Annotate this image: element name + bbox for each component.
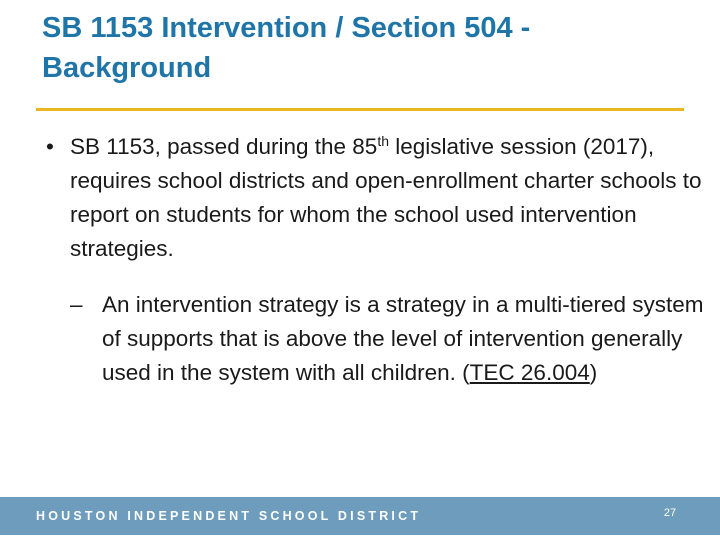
- sub-bullet: [70, 288, 717, 390]
- bullet-marker: •: [46, 134, 54, 159]
- bullet-text-part2: legislative session (2017), requires school districts and open-enrollment charter schools to report on students for whom the school used intervention strategies.: [70, 134, 702, 261]
- district-name: HOUSTON INDEPENDENT SCHOOL DISTRICT: [36, 509, 422, 523]
- bullet-text-part1: SB 1153, passed during the 85: [70, 134, 378, 159]
- sub-bullet-marker: –: [70, 292, 83, 317]
- tec-reference-link[interactable]: TEC 26.004: [469, 360, 590, 385]
- bullet-superscript: th: [377, 133, 389, 149]
- slide-title: SB 1153 Intervention / Section 504 - Background: [42, 12, 531, 84]
- sub-bullet-text: An intervention strategy is a strategy in a multi-tiered system of supports that is above the level of intervention generally used in the system with all children. (: [102, 292, 704, 385]
- title-divider: [36, 108, 684, 111]
- sub-bullet-closing: ): [589, 360, 598, 385]
- page-number: 27: [663, 507, 677, 519]
- footer-bar: [0, 497, 720, 535]
- main-bullet: [30, 130, 720, 266]
